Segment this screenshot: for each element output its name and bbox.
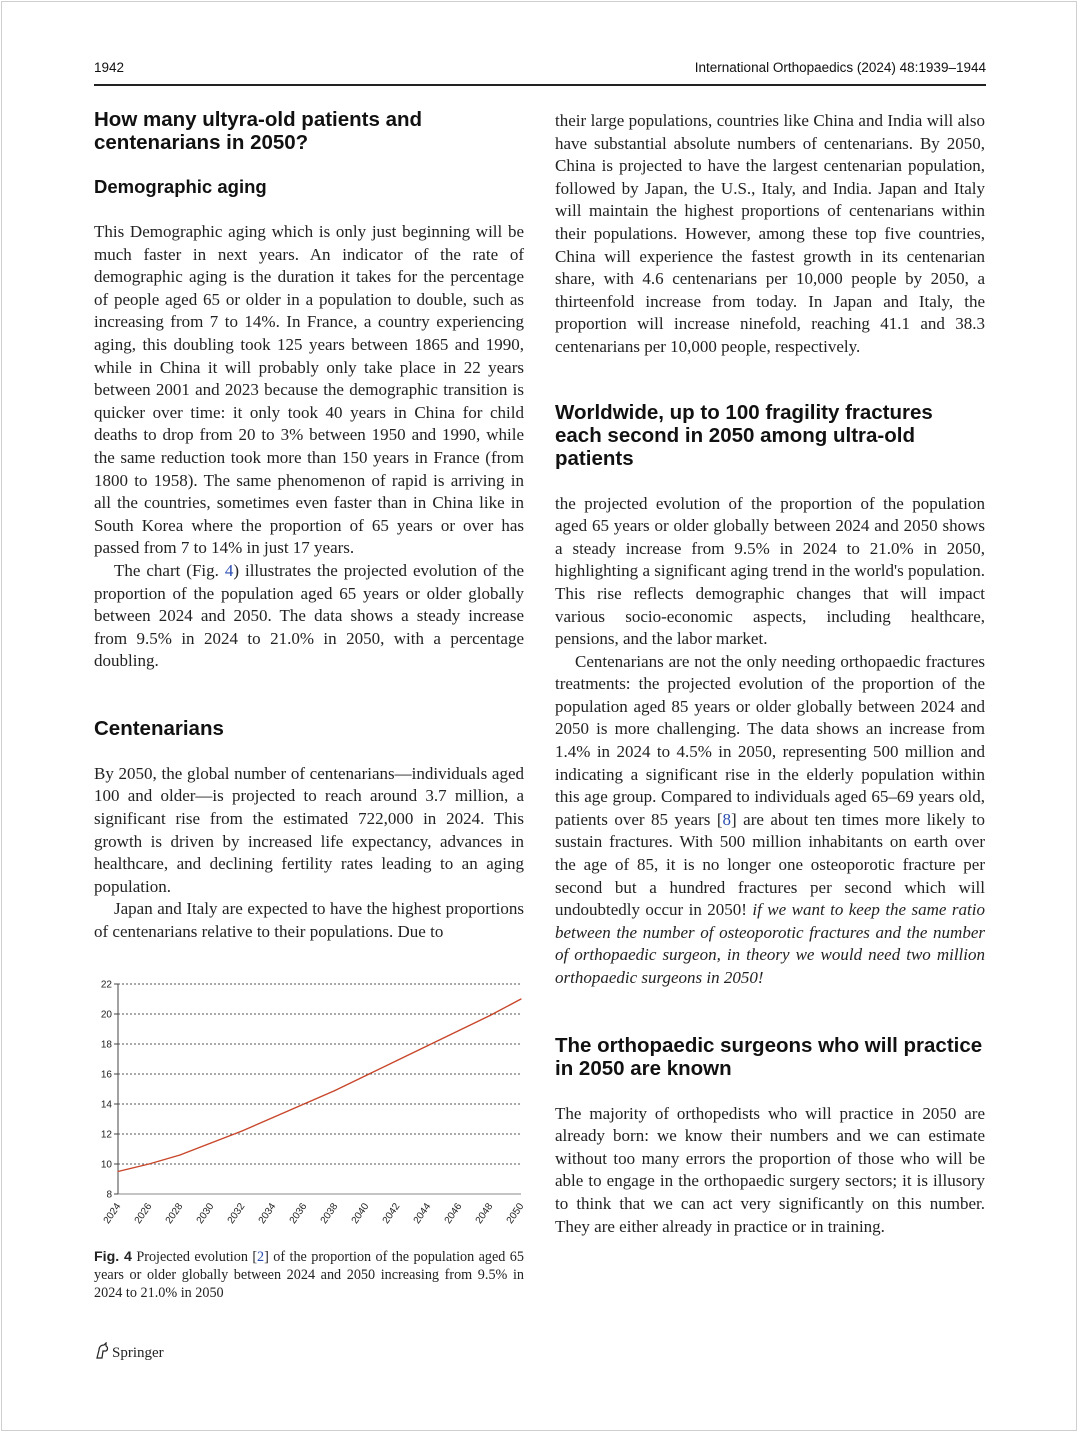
figure-caption: Fig. 4 Projected evolution [2] of the proportion of the population aged 65 years or older globally between 2024 and 2050 increasing from 9.5% in 2024 to 21.0% in 2050 <box>94 1249 524 1301</box>
reference-link-8[interactable]: 8 <box>722 809 732 829</box>
ytick-label-18: 18 <box>100 1039 112 1051</box>
ytick-label-22: 22 <box>100 979 112 991</box>
xtick-label-2048: 2048 <box>473 1201 496 1226</box>
data-point-2030 <box>210 1142 211 1143</box>
chart-axes <box>114 984 118 1194</box>
ytick-label-10: 10 <box>100 1159 112 1171</box>
xtick-label-2044: 2044 <box>411 1201 434 1226</box>
data-point-2034 <box>272 1117 273 1118</box>
data-point-2040 <box>365 1075 366 1076</box>
running-header <box>94 60 986 82</box>
page-number: 1942 <box>94 60 125 75</box>
data-point-2032 <box>241 1130 242 1131</box>
xtick-label-2034: 2034 <box>256 1201 279 1226</box>
publisher-name: Springer <box>112 1345 164 1361</box>
paragraph-demographic-aging: This Demographic aging which is only just beginning will be much faster in next years. An indicator of the rate of demographic aging is the duration it takes for the percentage of people aged 65 or older in a population to double, such as increasing from 7 to 14%. In France, a country experiencing aging, this doubling took 125 years between 1865 and 1990, while in China it will probably only take place in 22 years between 2001 and 2023 because the demographic transition is quicker over time: it only took 40 years in China for child deaths to drop from 20 to 3% between 1950 and 1990, while the same reduction took more than 150 years in France (from 1800 to 1958). The same phenomenon of rapid is arriving in all the countries, sometimes even faster than in China like in South Korea where the proportion of 65 years or over has passed from 7 to 14% in just 17 years. <box>94 222 524 558</box>
paragraph-centenarians-2: Japan and Italy are expected to have the highest proportions of centenarians relative to their populations. Due to <box>94 899 524 942</box>
ytick-label-12: 12 <box>100 1129 112 1141</box>
figure-label: Fig. 4 <box>94 1249 132 1265</box>
xtick-label-2024: 2024 <box>101 1201 124 1226</box>
section-heading-surgeons: The orthopaedic surgeons who will practice in 2050 are known <box>555 1033 983 1080</box>
data-point-2024 <box>117 1171 118 1172</box>
data-point-2044 <box>427 1045 428 1046</box>
left-column <box>94 108 524 944</box>
paragraph-fractures-1: the projected evolution of the proportion of the population aged 65 years or older globally between 2024 and 2050 shows a steady increase from 9.5% in 2024 to 21.0% in 2050, highlighting a significant aging trend in the world's population. This rise reflects demographic changes that will impact various socio-economic aspects, including healthcare, pensions, and the labor market. <box>555 493 985 649</box>
xtick-label-2030: 2030 <box>194 1201 217 1226</box>
header-rule <box>94 84 986 86</box>
series-line-0 <box>118 999 521 1172</box>
section-heading-centenarians: Centenarians <box>94 716 224 740</box>
ytick-label-14: 14 <box>100 1099 112 1111</box>
xtick-label-2028: 2028 <box>163 1201 186 1226</box>
data-point-2036 <box>303 1103 304 1104</box>
page-footer <box>94 1342 164 1362</box>
ytick-label-20: 20 <box>100 1009 112 1021</box>
chart-series <box>117 998 521 1172</box>
chart-tick-labels <box>101 980 527 1226</box>
paragraph-chart-description: The chart (Fig. 4) illustrates the projected evolution of the proportion of the population aged 65 years or older globally between 2024 and 2050. The data shows a steady increase from 9.5% in 2024 to 21.0% in 2050, with a percentage doubling. <box>94 560 524 671</box>
section-heading-ultra-old: How many ultyra-old patients and centenarians in 2050? <box>94 108 423 154</box>
xtick-label-2036: 2036 <box>287 1201 310 1226</box>
paragraph-fractures-2: Centenarians are not the only needing orthopaedic fractures treatments: the projected evolution of the proportion of the population aged 85 years or older globally between 2024 and 2050 is more challenging. The data shows an increase from 1.4% in 2024 to 4.5% in 2050, representing 500 million and indicating a significant rise in the elderly population within this age group. Compared to individuals aged 65–69 years old, patients over 85 years [8] are about ten times more likely to sustain fractures. With 500 million inhabitants on earth over the age of 85, it is no longer one osteoporotic fracture per second but a hundred fractures per second which will undoubtedly occur in 2050! if we want to keep the same ratio between the number of osteoporotic fractures and the number of orthopaedic surgeon, in theory we would need two million orthopaedic surgeons in 2050! <box>555 651 985 987</box>
paragraph-surgeons: The majority of orthopedists who will practice in 2050 are already born: we know their numbers and we can estimate without too many errors the proportion of those who will be able to engage in the orthopaedic surgery sectors; it is illusory to think that we can act very significantly on this number. They are either already in practice or in training. <box>555 1103 985 1236</box>
subsection-heading-demographic-aging: Demographic aging <box>94 176 267 197</box>
xtick-label-2026: 2026 <box>132 1201 155 1226</box>
figure-link[interactable]: 4 <box>224 560 234 580</box>
xtick-label-2038: 2038 <box>318 1201 341 1226</box>
data-point-2028 <box>179 1154 180 1155</box>
journal-citation: International Orthopaedics (2024) 48:1939–1944 <box>694 60 986 75</box>
data-point-2048 <box>489 1015 490 1016</box>
xtick-label-2046: 2046 <box>442 1201 465 1226</box>
data-point-2026 <box>148 1163 149 1164</box>
springer-horse-icon <box>94 1342 110 1360</box>
caption-ref-link[interactable]: 2 <box>257 1249 265 1265</box>
ytick-label-16: 16 <box>100 1069 112 1081</box>
line-chart <box>88 972 528 1234</box>
xtick-label-2042: 2042 <box>380 1201 403 1226</box>
paragraph-centenarians-1: By 2050, the global number of centenarians—individuals aged 100 and older—is projected to reach around 3.7 million, a significant rise from the estimated 722,000 in 2024. This growth is driven by increased life expectancy, advances in healthcare, and declining fertility rates leading to an aging population. <box>94 763 524 896</box>
xtick-label-2040: 2040 <box>349 1201 372 1226</box>
data-point-2050 <box>520 998 521 999</box>
xtick-label-2050: 2050 <box>504 1201 527 1226</box>
data-point-2042 <box>396 1060 397 1061</box>
chart-gridlines <box>118 984 521 1194</box>
right-column <box>555 108 985 1238</box>
section-heading-fragility-fractures: Worldwide, up to 100 fragility fractures each second in 2050 among ultra-old patients <box>555 400 933 470</box>
data-point-2038 <box>334 1090 335 1091</box>
ytick-label-8: 8 <box>106 1189 112 1201</box>
paragraph-centenarians-continued: their large populations, countries like China and India will also have substantial absolute numbers of centenarians. By 2050, China is projected to have the largest centenarian population, followed by Japan, the U.S., Italy, and India. Japan and Italy will maintain the highest proportions of centenarians within their populations. However, among these top five countries, China will experience the fastest growth in its centenarian share, with 4.6 centenarians per 10,000 people by 2050, a thirteenfold increase from today. In Japan and Italy, the proportion will increase ninefold, reaching 41.1 and 38.3 centenarians per 10,000 people, respectively. <box>555 111 985 356</box>
data-point-2046 <box>458 1030 459 1031</box>
xtick-label-2032: 2032 <box>225 1201 248 1226</box>
